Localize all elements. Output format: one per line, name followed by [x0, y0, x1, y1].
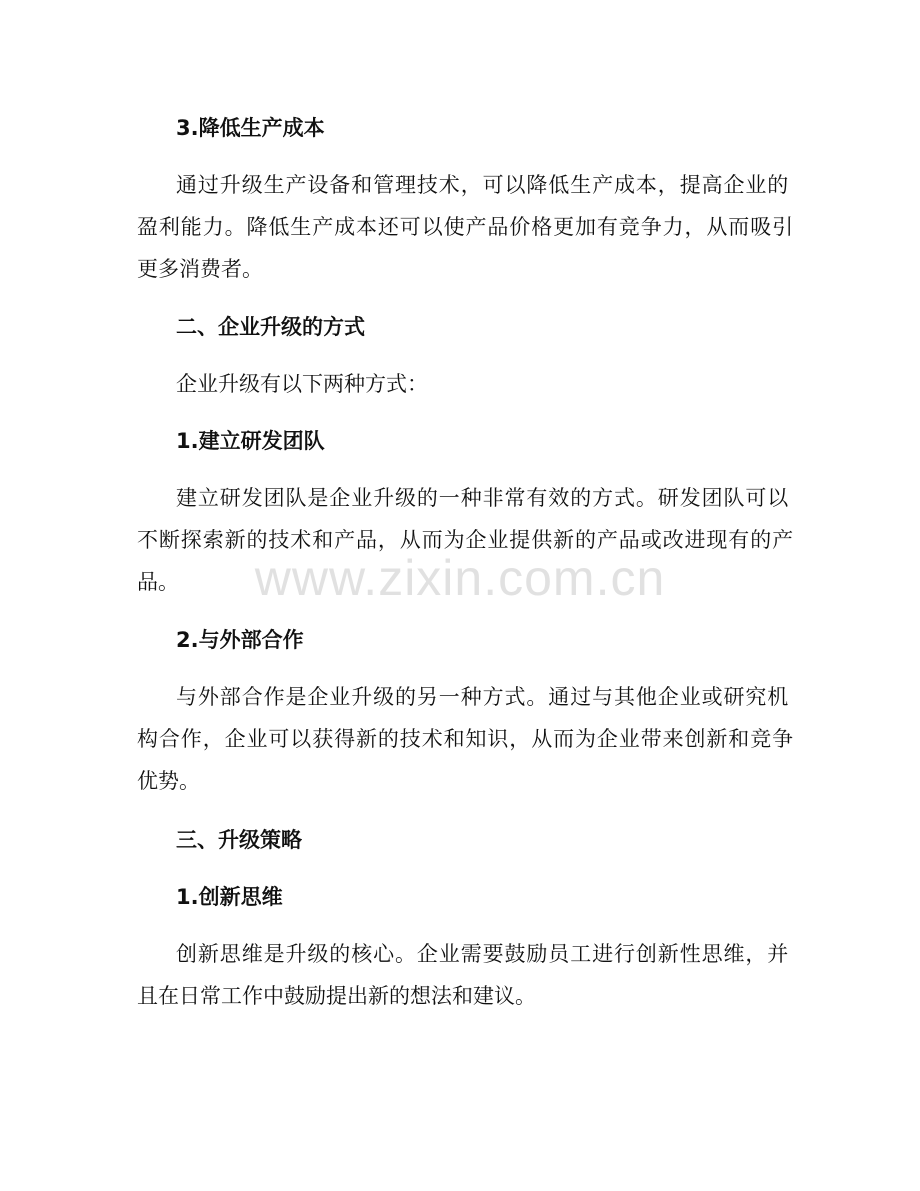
- paragraph-line: 优势。: [137, 769, 200, 793]
- paragraph-line: 与外部合作是企业升级的另一种方式。通过与其他企业或研究机: [176, 685, 790, 709]
- paragraph-line: 企业升级有以下两种方式：: [176, 372, 428, 396]
- paragraph-line: 盈利能力。降低生产成本还可以使产品价格更加有竞争力，从而吸引: [137, 215, 794, 239]
- paragraph-line: 且在日常工作中鼓励提出新的想法和建议。: [137, 984, 536, 1008]
- heading-reduce-cost: 3.降低生产成本: [176, 116, 325, 140]
- paragraph-line: 不断探索新的技术和产品，从而为企业提供新的产品或改进现有的产: [137, 528, 794, 552]
- paragraph-line: 通过升级生产设备和管理技术，可以降低生产成本，提高企业的: [176, 173, 790, 197]
- paragraph-line: 建立研发团队是企业升级的一种非常有效的方式。研发团队可以: [176, 486, 790, 510]
- heading-innovative-thinking: 1.创新思维: [176, 885, 283, 909]
- heading-rnd-team: 1.建立研发团队: [176, 429, 325, 453]
- watermark-text: www.zixin.com.cn: [254, 550, 666, 606]
- heading-upgrade-strategy: 三、升级策略: [176, 828, 302, 852]
- heading-upgrade-methods: 二、企业升级的方式: [176, 315, 365, 339]
- paragraph-line: 品。: [137, 570, 179, 594]
- paragraph-line: 创新思维是升级的核心。企业需要鼓励员工进行创新性思维，并: [176, 942, 790, 966]
- heading-external-partnership: 2.与外部合作: [176, 628, 304, 652]
- paragraph-line: 更多消费者。: [137, 257, 263, 281]
- paragraph-line: 构合作，企业可以获得新的技术和知识，从而为企业带来创新和竞争: [137, 727, 794, 751]
